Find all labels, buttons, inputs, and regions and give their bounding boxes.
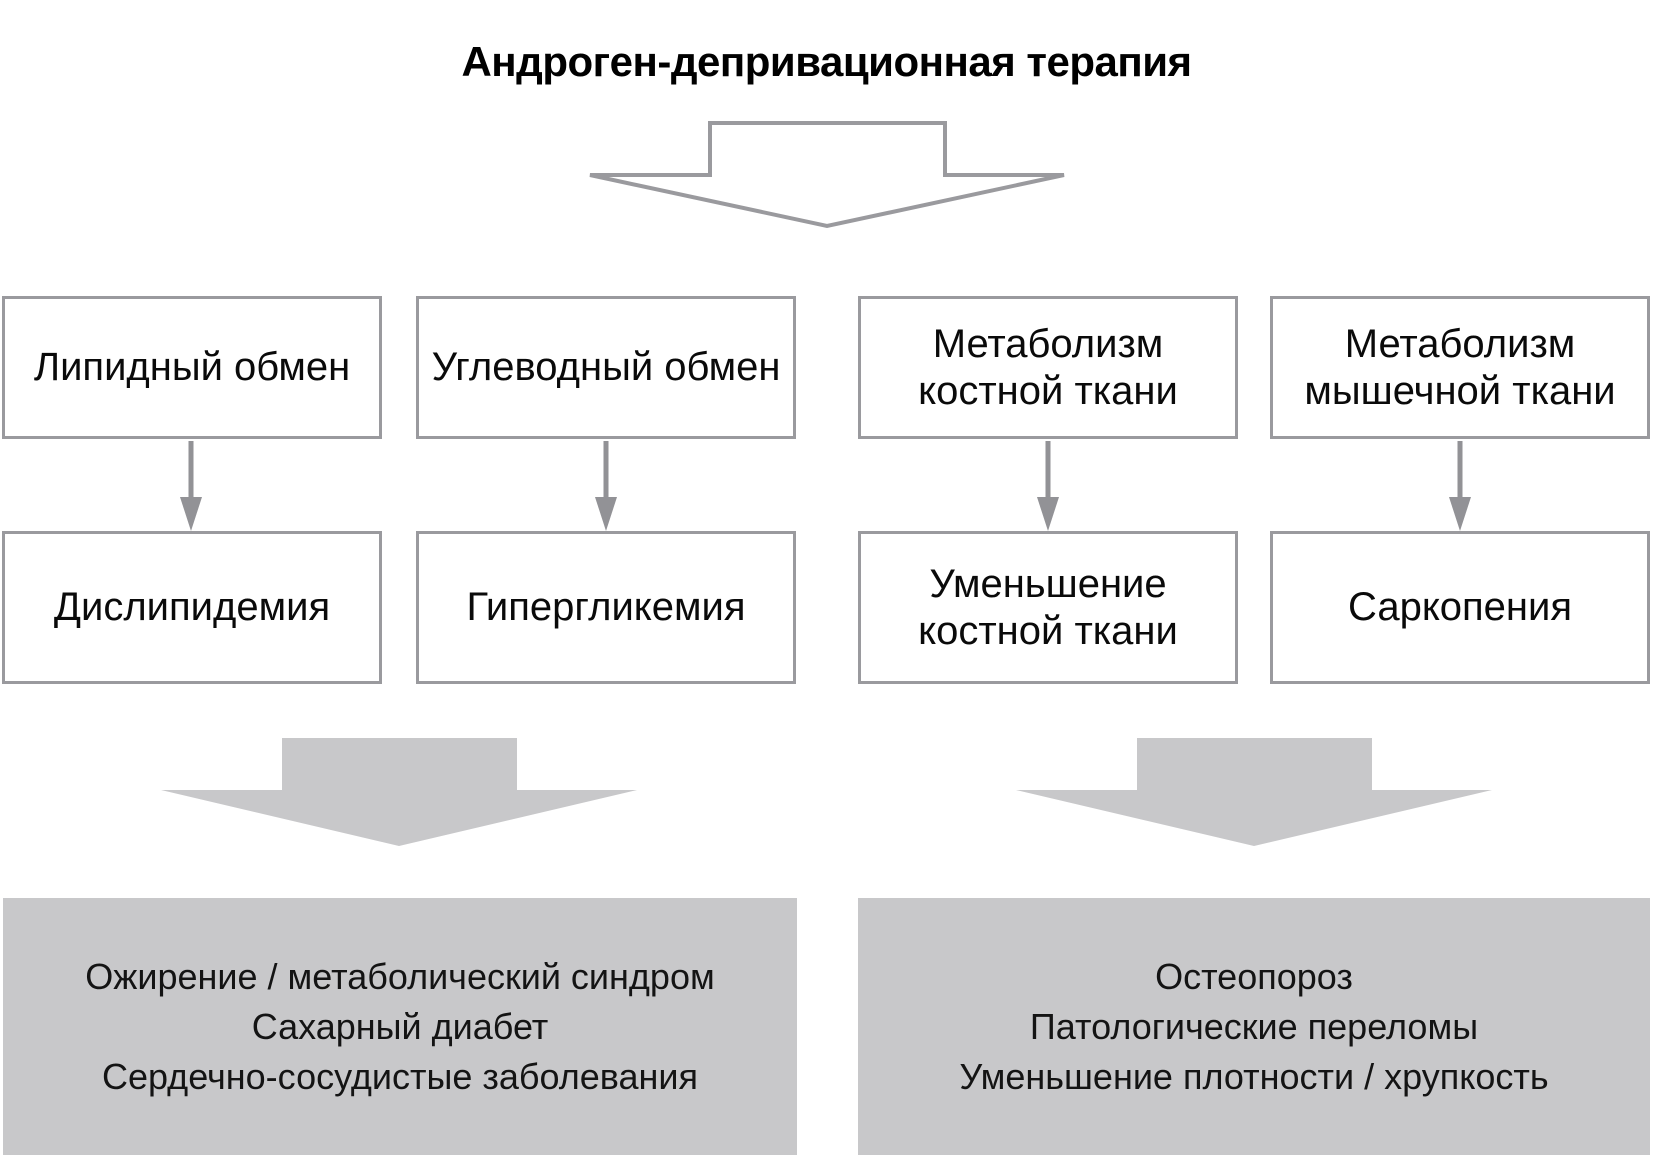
outcome-line: Сердечно-сосудистые заболевания — [101, 1055, 699, 1097]
thin-down-arrow-icon — [1035, 441, 1061, 533]
cause-label: Углеводный обмен — [431, 345, 781, 390]
outcome-line: Уменьшение плотности / хрупкость — [959, 1055, 1549, 1097]
effect-label: Уменьшение костной ткани — [918, 562, 1178, 653]
cause-box-carb — [416, 296, 796, 439]
cause-box-lipid — [2, 296, 382, 439]
effect-label: Дислипидемия — [53, 585, 331, 630]
effect-label: Саркопения — [1347, 585, 1573, 630]
outcome-line: Патологические переломы — [1029, 1005, 1479, 1047]
outcome-line: Остеопороз — [1155, 955, 1353, 997]
cause-box-muscle — [1270, 296, 1650, 439]
effect-box-sarcopenia — [1270, 531, 1650, 684]
cause-label: Метаболизм мышечной ткани — [1304, 322, 1616, 413]
effect-label: Гипергликемия — [466, 585, 746, 630]
thin-down-arrow-icon — [593, 441, 619, 533]
effect-box-hyperglycemia — [416, 531, 796, 684]
outcome-panel-metabolic — [3, 898, 797, 1155]
effect-box-bone-loss — [858, 531, 1238, 684]
diagram-title: Андроген-депривационная терапия — [461, 38, 1192, 85]
thin-down-arrow-icon — [178, 441, 204, 533]
outcome-line: Ожирение / метаболический синдром — [85, 955, 715, 997]
main-down-arrow-outline-icon — [585, 119, 1069, 231]
outcome-line: Сахарный диабет — [251, 1005, 549, 1047]
outcome-panel-skeletal — [858, 898, 1650, 1155]
effect-box-dyslipidemia — [2, 531, 382, 684]
outcome-down-arrow-left-icon — [161, 738, 637, 848]
cause-label: Метаболизм костной ткани — [918, 322, 1178, 413]
cause-box-bone — [858, 296, 1238, 439]
cause-label: Липидный обмен — [33, 345, 351, 390]
thin-down-arrow-icon — [1447, 441, 1473, 533]
outcome-down-arrow-right-icon — [1016, 738, 1492, 848]
